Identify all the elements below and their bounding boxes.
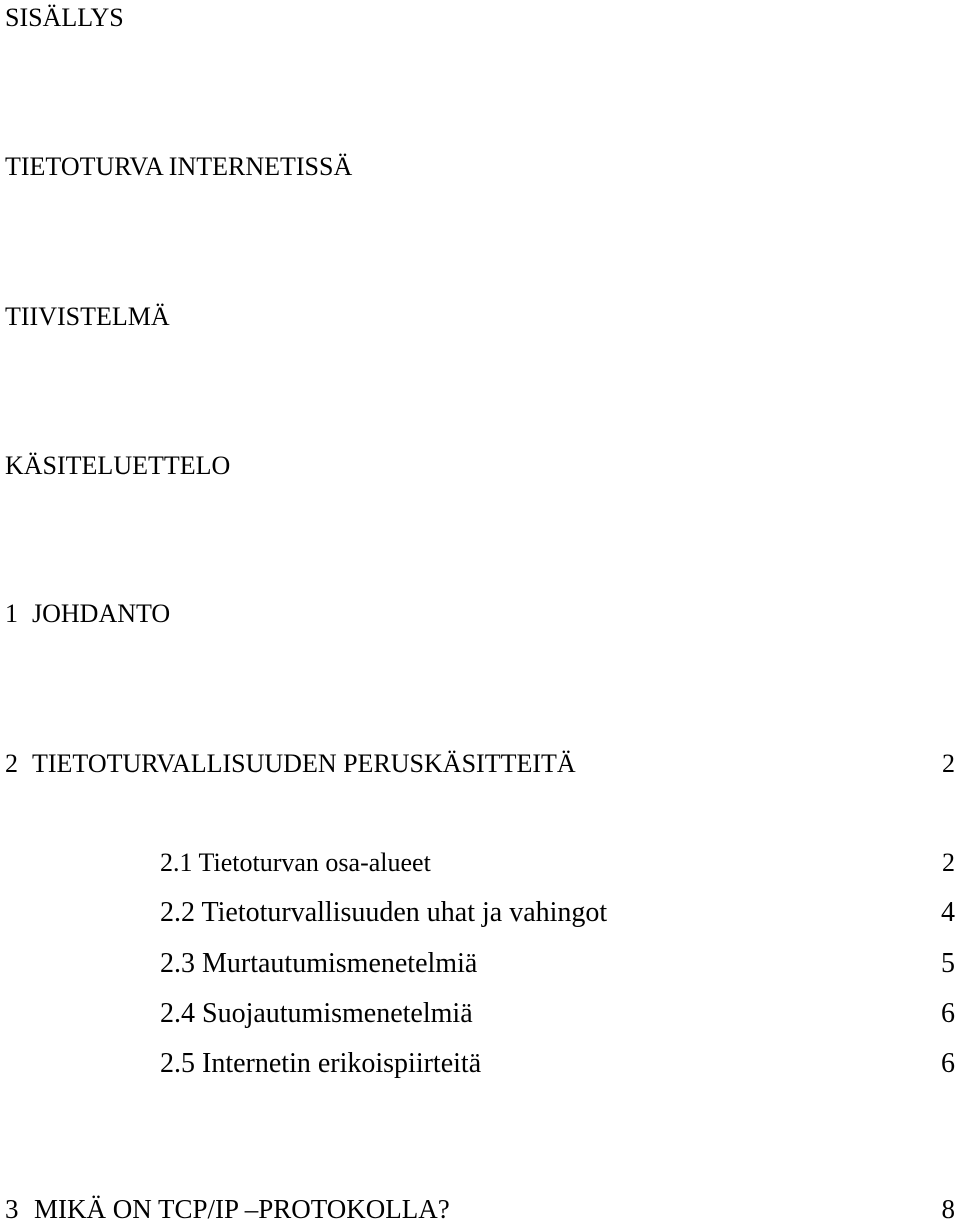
section-number: 2.1 xyxy=(160,848,193,877)
section-page-number: 5 xyxy=(941,948,955,979)
toc-entry-section xyxy=(160,850,431,876)
toc-entry-front-matter: TIIVISTELMÄ xyxy=(5,302,170,331)
section-number: 2.4 xyxy=(160,998,195,1029)
chapter-page-number: 8 xyxy=(941,1194,955,1224)
section-page-number: 4 xyxy=(941,897,955,928)
toc-entry-section xyxy=(160,1050,481,1078)
chapter-number: 3 xyxy=(5,1194,19,1224)
section-number: 2.5 xyxy=(160,1048,195,1079)
section-title: Internetin erikoispiirteitä xyxy=(202,1048,482,1079)
section-page-number: 2 xyxy=(942,848,955,877)
toc-title: SISÄLLYS xyxy=(5,3,124,32)
chapter-title: JOHDANTO xyxy=(32,599,171,628)
section-title: Tietoturvan osa-alueet xyxy=(198,848,431,877)
section-title: Suojautumismenetelmiä xyxy=(202,998,473,1029)
chapter-title: MIKÄ ON TCP/IP –PROTOKOLLA? xyxy=(34,1194,450,1224)
chapter-title: TIETOTURVALLISUUDEN PERUSKÄSITTEITÄ xyxy=(32,749,576,778)
chapter-page-number: 2 xyxy=(942,749,955,778)
section-number: 2.3 xyxy=(160,948,195,979)
toc-entry-front-matter: KÄSITELUETTELO xyxy=(5,451,231,480)
toc-entry-section xyxy=(160,1000,473,1028)
toc-entry-section xyxy=(160,899,607,927)
section-page-number: 6 xyxy=(941,998,955,1029)
toc-entry-section xyxy=(160,950,477,978)
section-title: Murtautumismenetelmiä xyxy=(202,948,478,979)
chapter-number: 2 xyxy=(5,749,18,778)
section-title: Tietoturvallisuuden uhat ja vahingot xyxy=(201,897,608,928)
toc-entry-chapter xyxy=(5,1196,450,1223)
toc-entry-front-matter: TIETOTURVA INTERNETISSÄ xyxy=(5,152,353,181)
toc-entry-chapter xyxy=(5,751,576,777)
toc-entry-chapter xyxy=(5,601,170,627)
section-number: 2.2 xyxy=(160,897,195,928)
chapter-number: 1 xyxy=(5,599,18,628)
section-page-number: 6 xyxy=(941,1048,955,1079)
